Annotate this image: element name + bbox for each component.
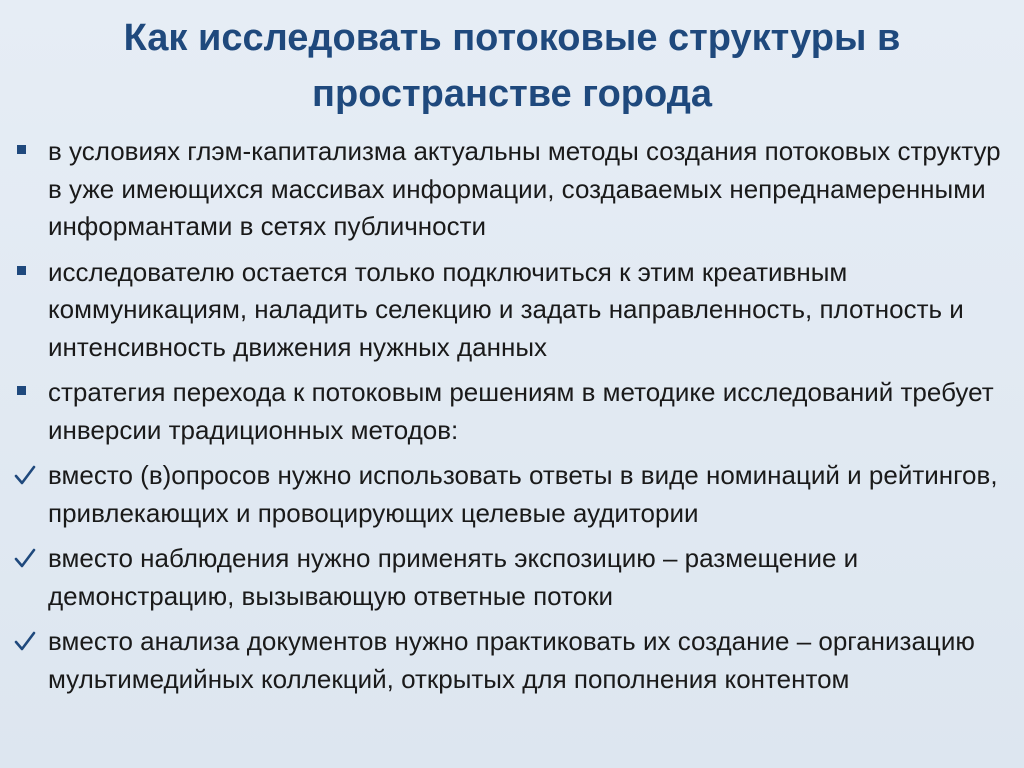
check-item (0, 540, 1024, 615)
checkmark-icon (14, 623, 38, 661)
bullet-list (0, 133, 1024, 706)
check-item (0, 457, 1024, 532)
bullet-item (0, 254, 1024, 367)
bullet-text: стратегия перехода к потоковым решениям в методике исследований требует инверсии традиционных методов: (48, 377, 994, 445)
bullet-text: в условиях глэм-капитализма актуальны методы создания потоковых структур в уже имеющихся массивах информации, создаваемых непреднамеренными информантами в сетях публичности (48, 136, 1001, 241)
check-item (0, 623, 1024, 698)
bullet-text: исследователю остается только подключиться к этим креативным коммуникациям, наладить селекцию и задать направленность, плотность и интенсивность движения нужных данных (48, 256, 964, 362)
check-text: вместо анализа документов нужно практиковать их создание – организацию мультимедийных коллекций, открытых для пополнения контентом (48, 626, 975, 694)
checkmark-icon (14, 457, 38, 495)
slide-title: Как исследовать потоковые структуры в пространстве города (123, 17, 901, 115)
square-bullet-icon (14, 254, 38, 292)
check-text: вместо наблюдения нужно применять экспозицию – размещение и демонстрацию, вызывающую ответные потоки (48, 543, 859, 611)
bullet-item (0, 133, 1024, 246)
checkmark-icon (14, 540, 38, 578)
bullet-item (0, 374, 1024, 449)
check-text: вместо (в)опросов нужно использовать ответы в виде номинаций и рейтингов, привлекающих и провоцирующих целевые аудитории (48, 460, 998, 528)
square-bullet-icon (14, 133, 38, 171)
square-bullet-icon (14, 374, 38, 412)
